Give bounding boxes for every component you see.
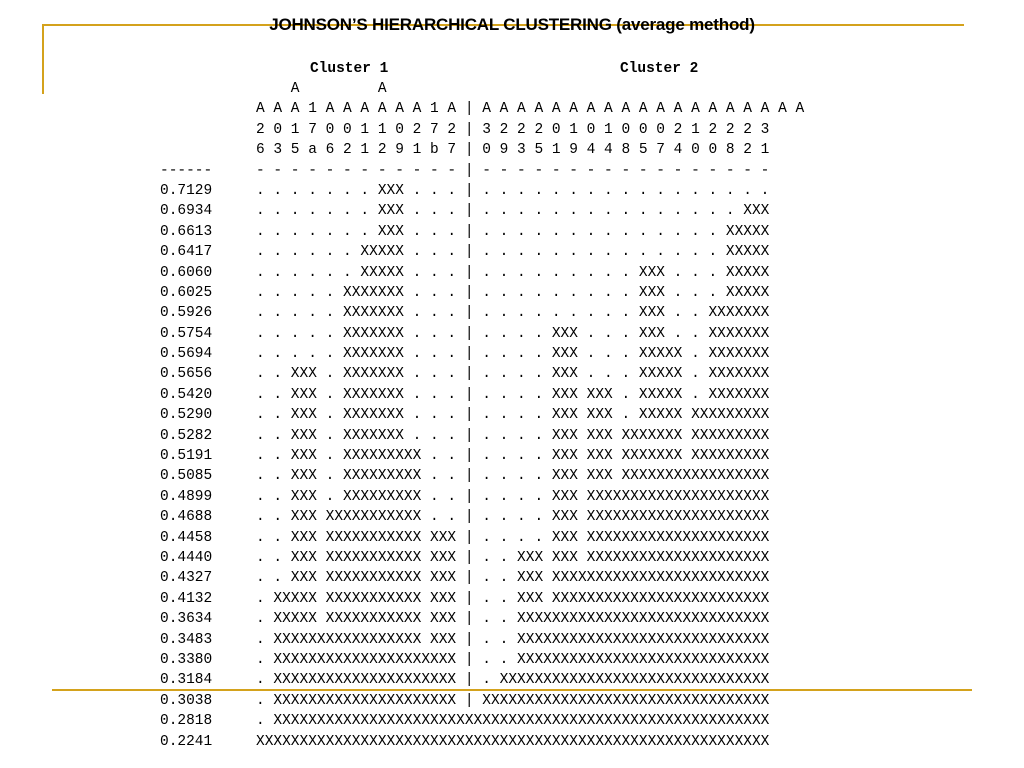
similarity-value: 0.7129 [160,182,213,199]
similarity-row [160,426,804,446]
cluster-join-pattern: . . . . . . XXXXX . . . | . . . . . . . . . . . . . . XXXXX [256,244,770,261]
cluster-join-pattern: . . . . . XXXXXXX . . . | . . . . XXX . . . XXXXX . XXXXXXX [256,346,770,363]
similarity-row [160,507,804,527]
similarity-value: 0.3380 [160,651,213,668]
similarity-row [160,528,804,548]
cluster-join-pattern: . XXXXX XXXXXXXXXXX XXX | . . XXXXXXXXXXXXXXXXXXXXXXXXXXXXX [256,611,770,628]
slide-title: JOHNSON’S HIERARCHICAL CLUSTERING (average method) [269,15,755,34]
similarity-value: 0.4132 [160,590,213,607]
similarity-row [160,650,804,670]
similarity-value: 0.4440 [160,549,213,566]
similarity-value: 0.2818 [160,713,213,730]
similarity-value: 0.3634 [160,611,213,628]
similarity-row [160,324,804,344]
similarity-row [160,263,804,283]
cluster-join-pattern: . . XXX . XXXXXXX . . . | . . . . XXX XXX XXXXXXX XXXXXXXXX [256,427,770,444]
cluster-join-pattern: . . XXX XXXXXXXXXXX XXX | . . . . XXX XXXXXXXXXXXXXXXXXXXXX [256,529,770,546]
cluster-join-pattern: . XXXXX XXXXXXXXXXX XXX | . . XXX XXXXXXXXXXXXXXXXXXXXXXXXX [256,590,770,607]
similarity-row [160,344,804,364]
similarity-row [160,670,804,690]
similarity-value: 0.6934 [160,203,213,220]
similarity-row [160,242,804,262]
header-row [160,99,804,119]
similarity-value: 0.5290 [160,407,213,424]
header-row [160,79,804,99]
cluster-join-pattern: . XXXXXXXXXXXXXXXXXXXXXXXXXXXXXXXXXXXXXXXXXXXXXXXXXXXXXXXXX [256,713,770,730]
dendrogram-text-table [160,79,804,752]
header-row-label [160,140,256,160]
header-row [160,161,804,181]
similarity-value: 0.4458 [160,529,213,546]
similarity-row [160,303,804,323]
similarity-value: 0.6025 [160,284,213,301]
cluster-join-pattern: . . XXX . XXXXXXXXX . . | . . . . XXX XXX XXXXXXX XXXXXXXXX [256,448,770,465]
header-row-text: 2 0 1 7 0 0 1 1 0 2 7 2 | 3 2 2 2 0 1 0 1 0 0 0 2 1 2 2 2 3 [256,121,770,138]
similarity-value: 0.3038 [160,692,213,709]
similarity-value: 0.5085 [160,468,213,485]
similarity-value: 0.4688 [160,509,213,526]
cluster-join-pattern: . . XXX . XXXXXXXXX . . | . . . . XXX XXX XXXXXXXXXXXXXXXXX [256,468,770,485]
similarity-value: 0.5191 [160,448,213,465]
cluster-join-pattern: . . XXX . XXXXXXX . . . | . . . . XXX XXX . XXXXX XXXXXXXXX [256,407,770,424]
header-row-text: 6 3 5 a 6 2 1 2 9 1 b 7 | 0 9 3 5 1 9 4 4 8 5 7 4 0 0 8 2 1 [256,142,770,159]
similarity-value: 0.3483 [160,631,213,648]
similarity-row [160,283,804,303]
similarity-value: 0.2241 [160,733,213,750]
similarity-row [160,711,804,731]
similarity-value: 0.4327 [160,570,213,587]
similarity-value: 0.3184 [160,672,213,689]
similarity-row [160,589,804,609]
similarity-row [160,609,804,629]
similarity-row [160,487,804,507]
similarity-value: 0.5694 [160,346,213,363]
similarity-value: 0.5926 [160,305,213,322]
cluster-join-pattern: . . . . . XXXXXXX . . . | . . . . . . . . . XXX . . . XXXXX [256,284,770,301]
similarity-row [160,568,804,588]
similarity-row [160,548,804,568]
similarity-row [160,466,804,486]
cluster-join-pattern: . . . . . . . XXX . . . | . . . . . . . . . . . . . . . XXX [256,203,770,220]
similarity-row [160,691,804,711]
similarity-row [160,385,804,405]
header-row-label [160,99,256,119]
similarity-row [160,364,804,384]
similarity-row [160,405,804,425]
similarity-row [160,446,804,466]
cluster-1-label: Cluster 1 [310,61,389,77]
header-row-label: ------ [160,162,213,179]
cluster-join-pattern: XXXXXXXXXXXXXXXXXXXXXXXXXXXXXXXXXXXXXXXXXXXXXXXXXXXXXXXXXXX [256,733,770,750]
similarity-row [160,732,804,752]
similarity-row [160,630,804,650]
cluster-join-pattern: . . XXX XXXXXXXXXXX . . | . . . . XXX XXXXXXXXXXXXXXXXXXXXX [256,509,770,526]
cluster-2-label: Cluster 2 [620,61,699,77]
similarity-value: 0.4899 [160,488,213,505]
header-row-text: A A [256,81,387,97]
cluster-join-pattern: . . XXX . XXXXXXX . . . | . . . . XXX . . . XXXXX . XXXXXXX [256,366,770,383]
similarity-value: 0.5656 [160,366,213,383]
header-row [160,140,804,160]
cluster-join-pattern: . . XXX XXXXXXXXXXX XXX | . . XXX XXX XXXXXXXXXXXXXXXXXXXXX [256,549,770,566]
similarity-value: 0.6613 [160,223,213,240]
header-row-text: A A A 1 A A A A A A 1 A | A A A A A A A A A A A A A A A A A A A [256,101,805,118]
cluster-join-pattern: . XXXXXXXXXXXXXXXXXXXXX | . . XXXXXXXXXXXXXXXXXXXXXXXXXXXXX [256,651,770,668]
similarity-value: 0.5282 [160,427,213,444]
header-row-text: - - - - - - - - - - - - | - - - - - - - - - - - - - - - - - [256,162,770,179]
header-row [160,120,804,140]
similarity-value: 0.6417 [160,244,213,261]
cluster-join-pattern: . . . . . XXXXXXX . . . | . . . . XXX . . . XXX . . XXXXXXX [256,325,770,342]
cluster-join-pattern: . . XXX . XXXXXXX . . . | . . . . XXX XXX . XXXXX . XXXXXXX [256,386,770,403]
similarity-row [160,181,804,201]
similarity-value: 0.6060 [160,264,213,281]
cluster-join-pattern: . . . . . XXXXXXX . . . | . . . . . . . . . XXX . . XXXXXXX [256,305,770,322]
cluster-join-pattern: . . XXX XXXXXXXXXXX XXX | . . XXX XXXXXXXXXXXXXXXXXXXXXXXXX [256,570,770,587]
similarity-row [160,222,804,242]
similarity-value: 0.5420 [160,386,213,403]
cluster-join-pattern: . XXXXXXXXXXXXXXXXXXXXX | XXXXXXXXXXXXXXXXXXXXXXXXXXXXXXXXX [256,692,770,709]
cluster-join-pattern: . . XXX . XXXXXXXXX . . | . . . . XXX XXXXXXXXXXXXXXXXXXXXX [256,488,770,505]
cluster-join-pattern: . . . . . . . XXX . . . | . . . . . . . . . . . . . . XXXXX [256,223,770,240]
cluster-join-pattern: . XXXXXXXXXXXXXXXXXXXXX | . XXXXXXXXXXXXXXXXXXXXXXXXXXXXXXX [256,672,770,689]
cluster-join-pattern: . . . . . . XXXXX . . . | . . . . . . . . . XXX . . . XXXXX [256,264,770,281]
similarity-row [160,201,804,221]
header-row-label [160,120,256,140]
header-row-label [160,79,256,99]
cluster-join-pattern: . XXXXXXXXXXXXXXXXX XXX | . . XXXXXXXXXXXXXXXXXXXXXXXXXXXXX [256,631,770,648]
cluster-join-pattern: . . . . . . . XXX . . . | . . . . . . . . . . . . . . . . . [256,182,770,199]
similarity-value: 0.5754 [160,325,213,342]
